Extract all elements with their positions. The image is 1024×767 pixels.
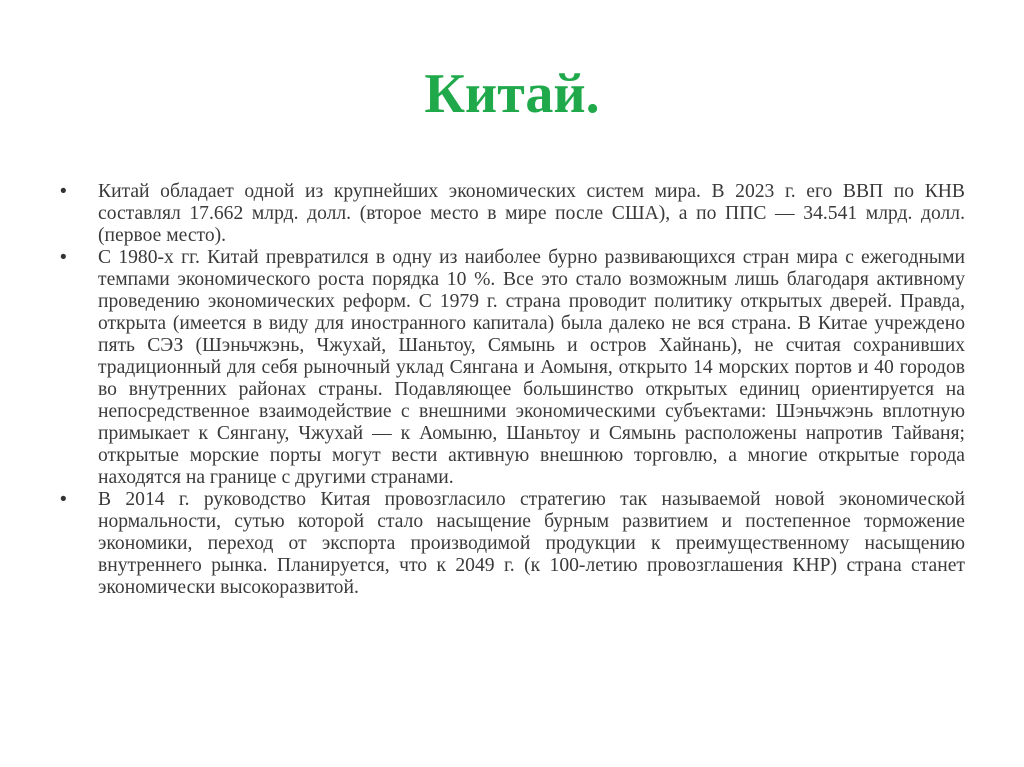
bullet-dot-icon: • bbox=[60, 247, 67, 268]
bullet-item-1 bbox=[60, 181, 965, 247]
bullet-dot-icon: • bbox=[60, 181, 67, 202]
slide-title: Китай. bbox=[424, 63, 600, 125]
bullet-item-3 bbox=[60, 489, 965, 599]
bullet-text-3: В 2014 г. руководство Китая провозгласило стратегию так называемой новой экономической нормальности, сутью которой стало насыщение бурным развитием и постепенное торможение экономики, переход от экспорта производимой продукции к преимущественному насыщению внутреннего рынка. Планируется, что к 2049 г. (к 100-летию провозглашения КНР) страна станет экономически высокоразвитой. bbox=[98, 489, 965, 598]
bullet-dot-icon: • bbox=[60, 489, 67, 510]
bullet-text-2: С 1980-х гг. Китай превратился в одну из наиболее бурно развивающихся стран мира с ежегодными темпами экономического роста порядка 10 %. Все это стало возможным лишь благодаря активному проведению экономических реформ. С 1979 г. страна проводит политику открытых дверей. Правда, открыта (имеется в виду для иностранного капитала) была далеко не вся страна. В Китае учреждено пять СЭЗ (Шэньчжэнь, Чжухай, Шаньтоу, Сямынь и остров Хайнань), не считая сохранивших традиционный для себя рыночный уклад Сянгана и Аомыня, открыто 14 морских портов и 40 городов во внутренних районах страны. Подавляющее большинство открытых единиц ориентируется на непосредственное взаимодействие с внешними экономическими субъектами: Шэньчжэнь вплотную примыкает к Сянгану, Чжухай — к Аомыню, Шаньтоу и Сямынь расположены напротив Тайваня; открытые морские порты могут вести активную внешнюю торговлю, а многие открытые города находятся на границе с другими странами. bbox=[98, 247, 965, 488]
bullet-list bbox=[60, 181, 965, 599]
bullet-item-2 bbox=[60, 247, 965, 489]
bullet-text-1: Китай обладает одной из крупнейших экономических систем мира. В 2023 г. его ВВП по КНВ составлял 17.662 млрд. долл. (второе место в мире после США), а по ППС — 34.541 млрд. долл. (первое место). bbox=[98, 181, 965, 246]
